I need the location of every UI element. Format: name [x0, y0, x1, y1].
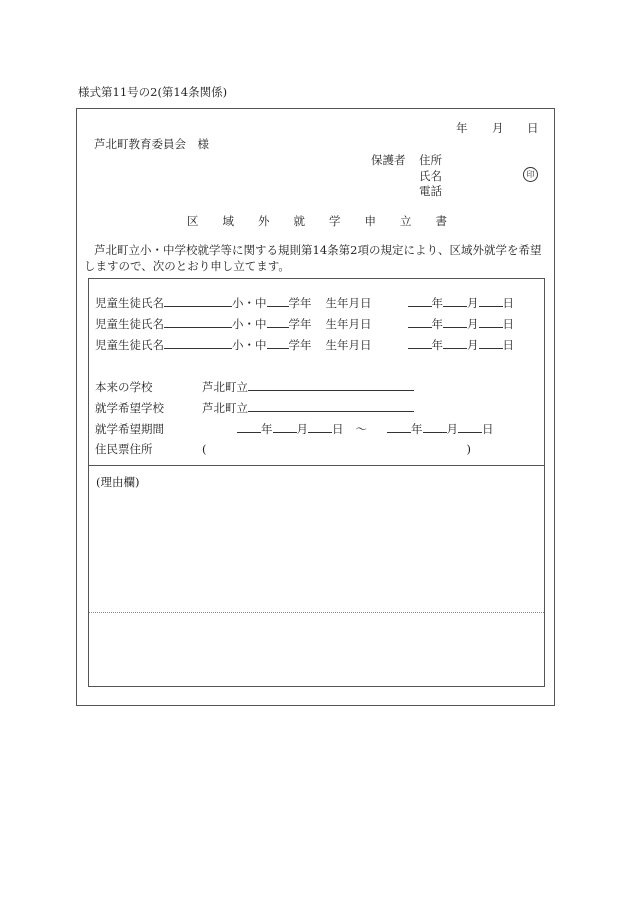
period-start-day-field[interactable]: [308, 420, 332, 433]
student-row-3: [95, 336, 514, 353]
reason-box[interactable]: [88, 466, 545, 687]
birth-month-label: 月: [467, 338, 479, 352]
period-day-label: 日: [332, 422, 344, 436]
original-school-prefix: 芦北町立: [202, 380, 248, 394]
title-char: 立: [400, 214, 412, 228]
birth-day-label: 日: [502, 296, 514, 310]
period-month-label: 月: [446, 422, 458, 436]
period-end-day-field[interactable]: [458, 420, 482, 433]
school-type: 小・中: [232, 317, 267, 331]
seal-mark: [523, 166, 538, 182]
residence-open-paren: (: [202, 442, 207, 456]
title-char: 書: [435, 214, 447, 228]
student-name-field[interactable]: [164, 294, 232, 307]
reason-label: (理由欄): [96, 475, 140, 489]
birth-month-field[interactable]: [443, 336, 467, 349]
birth-month-label: 月: [467, 296, 479, 310]
student-name-label: 児童生徒氏名: [95, 338, 164, 352]
original-school-label: 本来の学校: [95, 380, 153, 394]
period-day-label: 日: [482, 422, 494, 436]
period-start-year-field[interactable]: [237, 420, 261, 433]
title-char: 就: [293, 214, 305, 228]
birth-year-label: 年: [431, 338, 443, 352]
title-char: 学: [329, 214, 341, 228]
birth-day-label: 日: [502, 317, 514, 331]
residence-label: 住民票住所: [95, 442, 153, 456]
original-school-row: [95, 378, 414, 395]
period-year-label: 年: [411, 422, 423, 436]
period-end-year-field[interactable]: [387, 420, 411, 433]
student-name-field[interactable]: [164, 336, 232, 349]
document-title: [187, 213, 447, 229]
period-tilde: 〜: [355, 422, 367, 436]
desired-school-label: 就学希望学校: [95, 401, 164, 415]
birth-label: 生年月日: [325, 338, 372, 352]
birth-month-field[interactable]: [443, 294, 467, 307]
grade-label: 学年: [288, 296, 312, 310]
original-school-field[interactable]: [248, 378, 414, 391]
birth-day-field[interactable]: [479, 336, 503, 349]
student-name-label: 児童生徒氏名: [95, 296, 164, 310]
period-label: 就学希望期間: [95, 422, 164, 436]
birth-year-field[interactable]: [408, 294, 432, 307]
date-year-label: 年: [456, 121, 468, 135]
title-char: 域: [222, 214, 234, 228]
residence-close-paren: ): [466, 442, 471, 456]
birth-month-field[interactable]: [443, 315, 467, 328]
grade-label: 学年: [288, 338, 312, 352]
student-row-1: [95, 294, 514, 311]
desired-school-row: [95, 399, 414, 416]
desired-school-prefix: 芦北町立: [202, 401, 248, 415]
grade-field[interactable]: [267, 336, 289, 349]
birth-label: 生年月日: [325, 296, 372, 310]
birth-day-label: 日: [502, 338, 514, 352]
birth-day-field[interactable]: [479, 294, 503, 307]
grade-label: 学年: [288, 317, 312, 331]
birth-year-field[interactable]: [408, 315, 432, 328]
date-month-label: 月: [492, 121, 504, 135]
birth-day-field[interactable]: [479, 315, 503, 328]
period-month-label: 月: [296, 422, 308, 436]
period-year-label: 年: [261, 422, 273, 436]
school-type: 小・中: [232, 338, 267, 352]
birth-month-label: 月: [467, 317, 479, 331]
desired-school-field[interactable]: [248, 399, 414, 412]
period-start-month-field[interactable]: [273, 420, 297, 433]
guardian-name-label: 氏名: [419, 169, 442, 183]
student-name-field[interactable]: [164, 315, 232, 328]
period-end-month-field[interactable]: [423, 420, 447, 433]
grade-field[interactable]: [267, 315, 289, 328]
guardian-label: 保護者: [371, 153, 406, 167]
title-char: 外: [258, 214, 270, 228]
title-char: 申: [364, 214, 376, 228]
seal-icon: 印: [523, 167, 538, 182]
period-row: [95, 420, 494, 437]
student-name-label: 児童生徒氏名: [95, 317, 164, 331]
residence-row: [95, 441, 471, 457]
body-text-line1: 芦北町立小・中学校就学等に関する規則第14条第2項の規定により、区域外就学を希望: [94, 243, 542, 257]
title-char: 区: [187, 214, 199, 228]
birth-year-label: 年: [431, 296, 443, 310]
birth-label: 生年月日: [325, 317, 372, 331]
guardian-address-label: 住所: [419, 153, 442, 167]
birth-year-field[interactable]: [408, 336, 432, 349]
school-type: 小・中: [232, 296, 267, 310]
grade-field[interactable]: [267, 294, 289, 307]
reason-divider: [89, 612, 544, 613]
birth-year-label: 年: [431, 317, 443, 331]
guardian-phone-label: 電話: [419, 184, 442, 198]
addressee: 芦北町教育委員会 様: [94, 137, 209, 151]
date-day-label: 日: [527, 121, 539, 135]
body-text-line2: しますので、次のとおり申し立てます。: [84, 259, 290, 273]
student-row-2: [95, 315, 514, 332]
form-number-label: 様式第11号の2(第14条関係): [78, 85, 228, 99]
